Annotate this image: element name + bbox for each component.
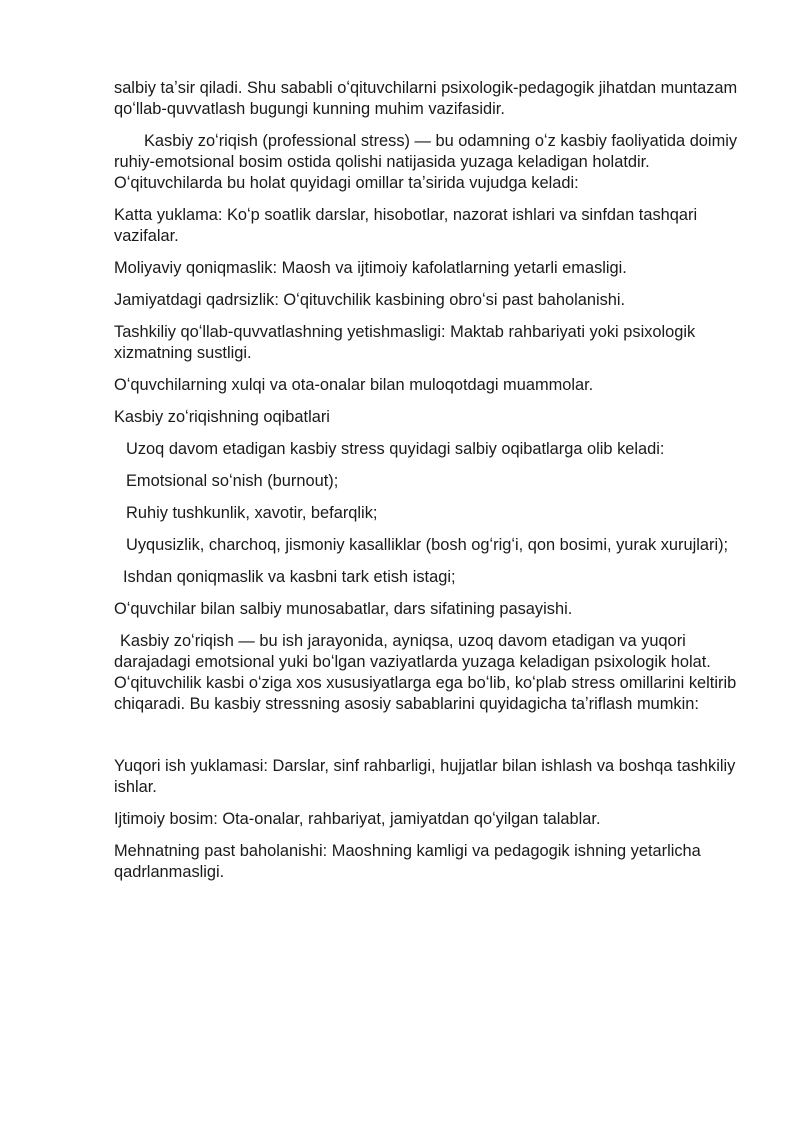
cause-low-valuation: Mehnatning past baholanishi: Maoshning kamligi va pedagogik ishning yetarlicha qadrlanmasligi. — [114, 842, 701, 881]
factor-financial: Moliyaviy qoniqmaslik: Maosh va ijtimoiy kafolatlarning yetarli emasligi. — [114, 259, 627, 277]
cause-high-workload: Yuqori ish yuklamasi: Darslar, sinf rahbarligi, hujjatlar bilan ishlash va boshqa tashkiliy ishlar. — [114, 757, 736, 796]
consequence-depression: Ruhiy tushkunlik, xavotir, befarqlik; — [126, 504, 378, 522]
consequence-job-dissatisfaction: Ishdan qoniqmaslik va kasbni tark etish istagi; — [123, 568, 456, 586]
consequence-burnout: Emotsional soʻnish (burnout); — [126, 472, 339, 490]
factor-students-parents: Oʻquvchilarning xulqi va ota-onalar bilan muloqotdagi muammolar. — [114, 376, 594, 394]
factor-organizational-support: Tashkiliy qoʻllab-quvvatlashning yetishmasligi: Maktab rahbariyati yoki psixologik xizmatning sustligi. — [114, 323, 696, 362]
consequences-intro: Uzoq davom etadigan kasbiy stress quyidagi salbiy oqibatlarga olib keladi: — [126, 440, 665, 458]
paragraph-definition: Kasbiy zoʻriqish (professional stress) — bu odamning oʻz kasbiy faoliyatida doimiy ruhiy-emotsional bosim ostida qolishi natijasida yuzaga keladigan holatdir. Oʻqituvchilarda bu holat quyidagi omillar taʼsirida vujudga keladi: — [114, 132, 738, 192]
factor-social-status: Jamiyatdagi qadrsizlik: Oʻqituvchilik kasbining obroʻsi past baholanishi. — [114, 291, 626, 309]
consequence-student-relations: Oʻquvchilar bilan salbiy munosabatlar, dars sifatining pasayishi. — [114, 600, 573, 618]
document-page — [114, 78, 750, 894]
paragraph-stress-causes: Kasbiy zoʻriqish — bu ish jarayonida, ayniqsa, uzoq davom etadigan va yuqori darajadagi emotsional yuki boʻlgan vaziyatlarda yuzaga keladigan psixologik holat. Oʻqituvchilik kasbi oʻziga xos xususiyatlarga ega boʻlib, koʻplab stress omillarini keltirib chiqaradi. Bu kasbiy stressning asosiy sabablarini quyidagicha taʼriflash mumkin: — [114, 632, 737, 713]
factor-workload: Katta yuklama: Koʻp soatlik darslar, hisobotlar, nazorat ishlari va sinfdan tashqari vazifalar. — [114, 206, 698, 245]
consequence-physical: Uyqusizlik, charchoq, jismoniy kasalliklar (bosh ogʻrigʻi, qon bosimi, yurak xurujlari); — [126, 536, 729, 554]
paragraph-intro-continuation: salbiy taʼsir qiladi. Shu sababli oʻqituvchilarni psixologik-pedagogik jihatdan muntazam qoʻllab-quvvatlash bugungi kunning muhim vazifasidir. — [114, 79, 738, 118]
section-heading-consequences: Kasbiy zoʻriqishning oqibatlari — [114, 408, 330, 426]
cause-social-pressure: Ijtimoiy bosim: Ota-onalar, rahbariyat, jamiyatdan qoʻyilgan talablar. — [114, 810, 601, 828]
spacer — [114, 726, 750, 756]
